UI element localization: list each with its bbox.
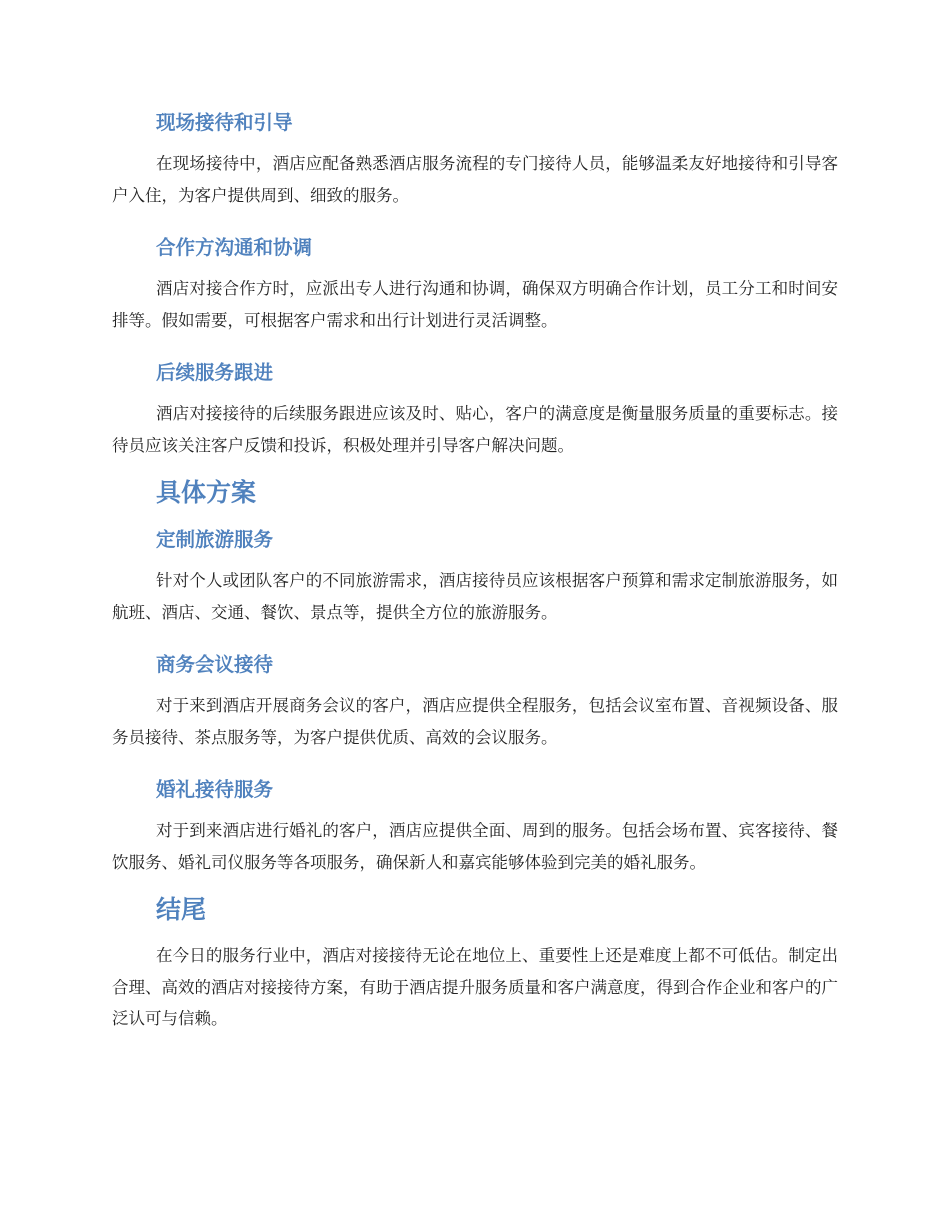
document-body (112, 106, 838, 1035)
subheading-business-meeting: 商务会议接待 (156, 653, 274, 676)
paragraph-onsite-reception: 在现场接待中，酒店应配备熟悉酒店服务流程的专门接待人员，能够温柔友好地接待和引导客户入住，为客户提供周到、细致的服务。 (112, 154, 838, 205)
paragraph-partner-communication: 酒店对接合作方时，应派出专人进行沟通和协调，确保双方明确合作计划，员工分工和时间安排等。假如需要，可根据客户需求和出行计划进行灵活调整。 (112, 279, 838, 330)
section-heading-conclusion: 结尾 (156, 895, 207, 924)
paragraph-wedding-service: 对于到来酒店进行婚礼的客户，酒店应提供全面、周到的服务。包括会场布置、宾客接待、餐饮服务、婚礼司仪服务等各项服务，确保新人和嘉宾能够体验到完美的婚礼服务。 (112, 821, 838, 872)
paragraph-conclusion: 在今日的服务行业中，酒店对接接待无论在地位上、重要性上还是难度上都不可低估。制定出合理、高效的酒店对接接待方案，有助于酒店提升服务质量和客户满意度，得到合作企业和客户的广泛认可与信赖。 (112, 946, 838, 1028)
paragraph-business-meeting: 对于来到酒店开展商务会议的客户，酒店应提供全程服务，包括会议室布置、音视频设备、服务员接待、茶点服务等，为客户提供优质、高效的会议服务。 (112, 696, 838, 747)
paragraph-follow-up: 酒店对接接待的后续服务跟进应该及时、贴心，客户的满意度是衡量服务质量的重要标志。接待员应该关注客户反馈和投诉，积极处理并引导客户解决问题。 (112, 404, 838, 455)
section-heading-specific-plans: 具体方案 (156, 478, 257, 507)
subheading-custom-travel: 定制旅游服务 (156, 528, 274, 551)
subheading-onsite-reception: 现场接待和引导 (156, 111, 293, 134)
paragraph-custom-travel: 针对个人或团队客户的不同旅游需求，酒店接待员应该根据客户预算和需求定制旅游服务，如航班、酒店、交通、餐饮、景点等，提供全方位的旅游服务。 (112, 571, 838, 622)
subheading-partner-communication: 合作方沟通和协调 (156, 236, 313, 259)
subheading-follow-up: 后续服务跟进 (156, 361, 274, 384)
subheading-wedding-service: 婚礼接待服务 (156, 778, 274, 801)
